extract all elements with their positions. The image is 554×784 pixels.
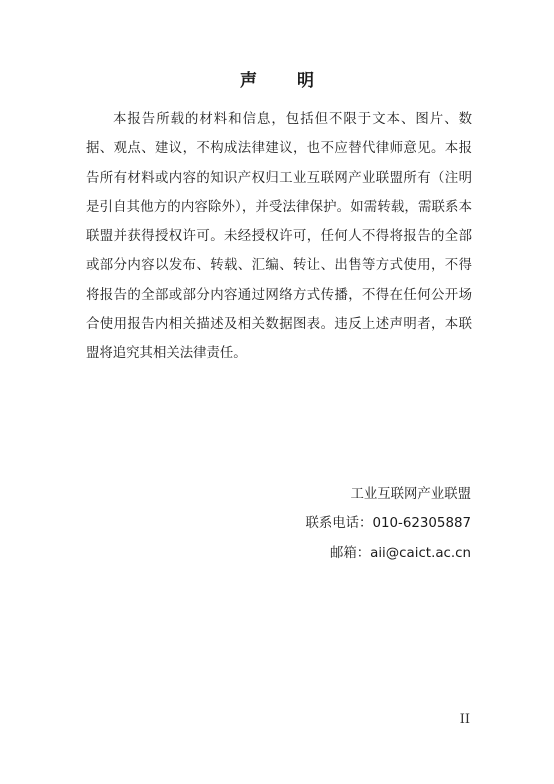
signature-phone: 联系电话：010-62305887 — [305, 516, 471, 532]
statement-paragraph: 本报告所载的材料和信息，包括但不限于文本、图片、数据、观点、建议，不构成法律建议，也不应替代律师意见。本报告所有材料或内容的知识产权归工业互联网产业联盟所有（注明是引自其他方的内容除外），并受法律保护。如需转载，需联系本联盟并获得授权许可。未经授权许可，任何人不得将报告的全部或部分内容以发布、转载、汇编、转让、出售等方式使用，不得将报告的全部或部分内容通过网络方式传播，不得在任何公开场合使用报告内相关描述及相关数据图表。违反上述声明者，本联盟将追究其相关法律责任。 — [86, 112, 472, 362]
title-char-2: 明 — [297, 71, 314, 91]
page-number: II — [459, 712, 470, 727]
title-char-1: 声 — [240, 71, 257, 91]
signature-block — [306, 480, 472, 568]
signature-org: 工业互联网产业联盟 — [350, 487, 471, 502]
signature-email: 邮箱：aii@caict.ac.cn — [329, 545, 471, 561]
page-title — [0, 66, 554, 91]
